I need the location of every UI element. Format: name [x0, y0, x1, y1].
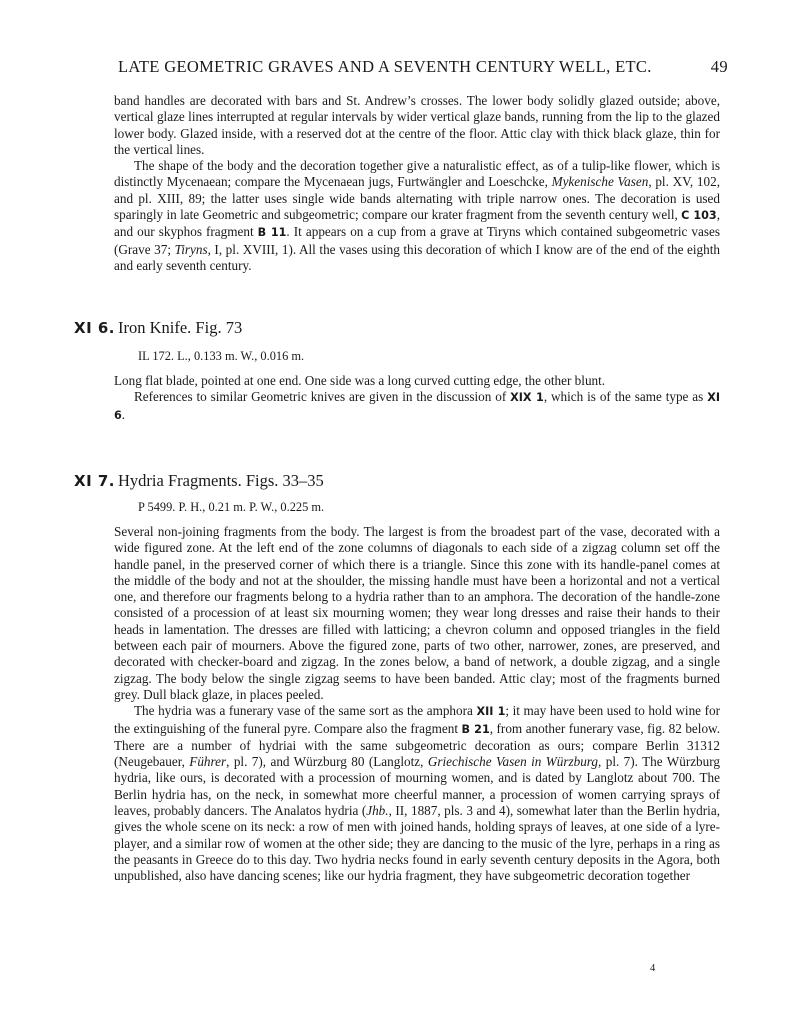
text-run: , and our skyphos fragment [114, 207, 720, 240]
intro-paragraph-1 [114, 93, 720, 158]
italic-title: Mykenische Vasen [551, 174, 649, 190]
text-run: . [121, 406, 126, 422]
text-run: , from another funerary vase, fig. 82 below. There are a number of hydriai with the same subgeometric decoration as ours; compare Berlin 31312 (Neugebauer, [114, 720, 720, 770]
running-head-title: LATE GEOMETRIC GRAVES AND A SEVENTH CENTURY WELL, ETC. [118, 57, 652, 76]
entry-paragraph [114, 373, 720, 389]
catalogue-reference: B 21 [461, 722, 490, 736]
catalogue-reference: XIX 1 [510, 391, 544, 405]
entry-number: XI 6. [74, 319, 116, 337]
intro-text [114, 93, 720, 274]
text-run: , which is of the same type as [543, 389, 708, 405]
intro-paragraph-2 [114, 158, 720, 274]
entry-paragraph [114, 389, 720, 424]
entry-paragraph [114, 524, 720, 703]
text-run: The shape of the body and the decoration together give a naturalistic effect, as of a tulip-like flower, which is distinctly Mycenaean; compare the Mycenaean jugs, Furtwängler and Loeschcke, [114, 158, 720, 190]
italic-title: Führer [189, 754, 227, 770]
text-run: , II, 1887, pls. 3 and 4), somewhat later than the Berlin hydria, gives the whole scene on its neck: a row of men with joined hands, holding sprays of leaves, at one side of a lyre-player, and a similar row of women at the other side; they are dancing to the music of the lyre, perhaps in a ring as the peasants in Greece do to this day. Two hydria necks found in early seventh century deposits in the Agora, both unpublished, also have dancing scenes; like our hydria fragment, they have subgeometric decoration together [114, 803, 720, 884]
entry-body-xi7 [114, 524, 720, 885]
entry-number: XI 7. [74, 472, 116, 490]
text-run: , I, pl. XVIII, 1). All the vases using this decoration of which I know are of the end of the eighth and early seventh century. [114, 241, 720, 273]
entry-heading-xi6 [74, 318, 242, 338]
signature-mark: 4 [650, 963, 656, 974]
text-run: , pl. 7). The Würzburg hydria, like ours, is decorated with a procession of mourning women, and is dated by Langlotz about 700. The Berlin hydria has, on the neck, in somewhat more cheerful manner, a procession of women carrying sprays of leaves, probably dancers. The Analatos hydria ( [114, 754, 720, 819]
catalogue-reference: C 103 [681, 209, 717, 223]
text-run: Several non-joining fragments from the body. The largest is from the broadest part of the vase, decorated with a wide figured zone. At the left end of the zone columns of diagonals to each side of a zigzag column set off the handle panel, in the preserved corner of which there is a triangle. Since this zone with its handle-panel comes at the middle of the body and not at the shoulder, the missing handle must have been a horizontal and not a vertical one, and therefore our fragments belong to a hydria rather than to an amphora. The decoration of the handle-zone consisted of a procession of at least six mourning women; they wear long dresses and raise their hands to their heads in lamentation. The dresses are filled with latticing; a chevron column and opposed triangles in the field between each pair of mourners. Above the figured zone, parts of two other, narrower, zones, are preserved, and decorated with checker-board and zigzag. In the zones below, a band of network, a double zigzag, and a single zigzag. The body below the single zigzag seems to have been banded. Attic clay; most of the fragments burned grey. Dull black glaze, in places peeled. [114, 524, 720, 702]
entry-heading-xi7 [74, 471, 324, 491]
italic-title: Griechische Vasen in Würzburg [427, 754, 599, 770]
running-head [118, 57, 728, 79]
entry-meta-xi6: IL 172. L., 0.133 m. W., 0.016 m. [138, 349, 305, 363]
text-run: . It appears on a cup from a grave at Tiryns which contained subgeometric vases (Grave 37; [114, 224, 720, 257]
italic-title: Tiryns [174, 241, 208, 257]
page-number: 49 [710, 57, 728, 76]
italic-title: Jhb. [366, 803, 389, 819]
text-run: The hydria was a funerary vase of the same sort as the amphora [134, 703, 477, 719]
text-run: ; it may have been used to hold wine for the extinguishing of the funeral pyre. Compare also the fragment [114, 703, 720, 736]
entry-title: Hydria Fragments. Figs. 33–35 [118, 471, 324, 490]
catalogue-reference: XI 6 [114, 391, 720, 422]
entry-title: Iron Knife. Fig. 73 [118, 318, 243, 337]
text-run: , pl. 7), and Würzburg 80 (Langlotz, [226, 754, 428, 770]
text-run: , pl. XV, 102, and pl. XIII, 89; the latter uses single wide bands alternating with triple narrow ones. The decoration is used sparingly in late Geometric and subgeometric; compare our krater fragment from the seventh century well, [114, 174, 720, 223]
entry-body-xi6 [114, 373, 720, 424]
text-run: Long flat blade, pointed at one end. One side was a long curved cutting edge, the other blunt. [114, 373, 606, 388]
catalogue-reference: B 11 [257, 226, 287, 240]
text-run: References to similar Geometric knives are given in the discussion of [134, 389, 511, 405]
text-run: band handles are decorated with bars and St. Andrew’s crosses. The lower body solidly glazed outside; above, vertical glaze lines interrupted at regular intervals by wider vertical glaze bands, running from the lip to the glazed lower body. Glazed inside, with a reserved dot at the centre of the floor. Attic clay with thick black glaze, thin for the vertical lines. [114, 93, 720, 157]
entry-meta-xi7: P 5499. P. H., 0.21 m. P. W., 0.225 m. [138, 500, 325, 514]
entry-paragraph [114, 703, 720, 884]
catalogue-reference: XII 1 [476, 705, 506, 719]
